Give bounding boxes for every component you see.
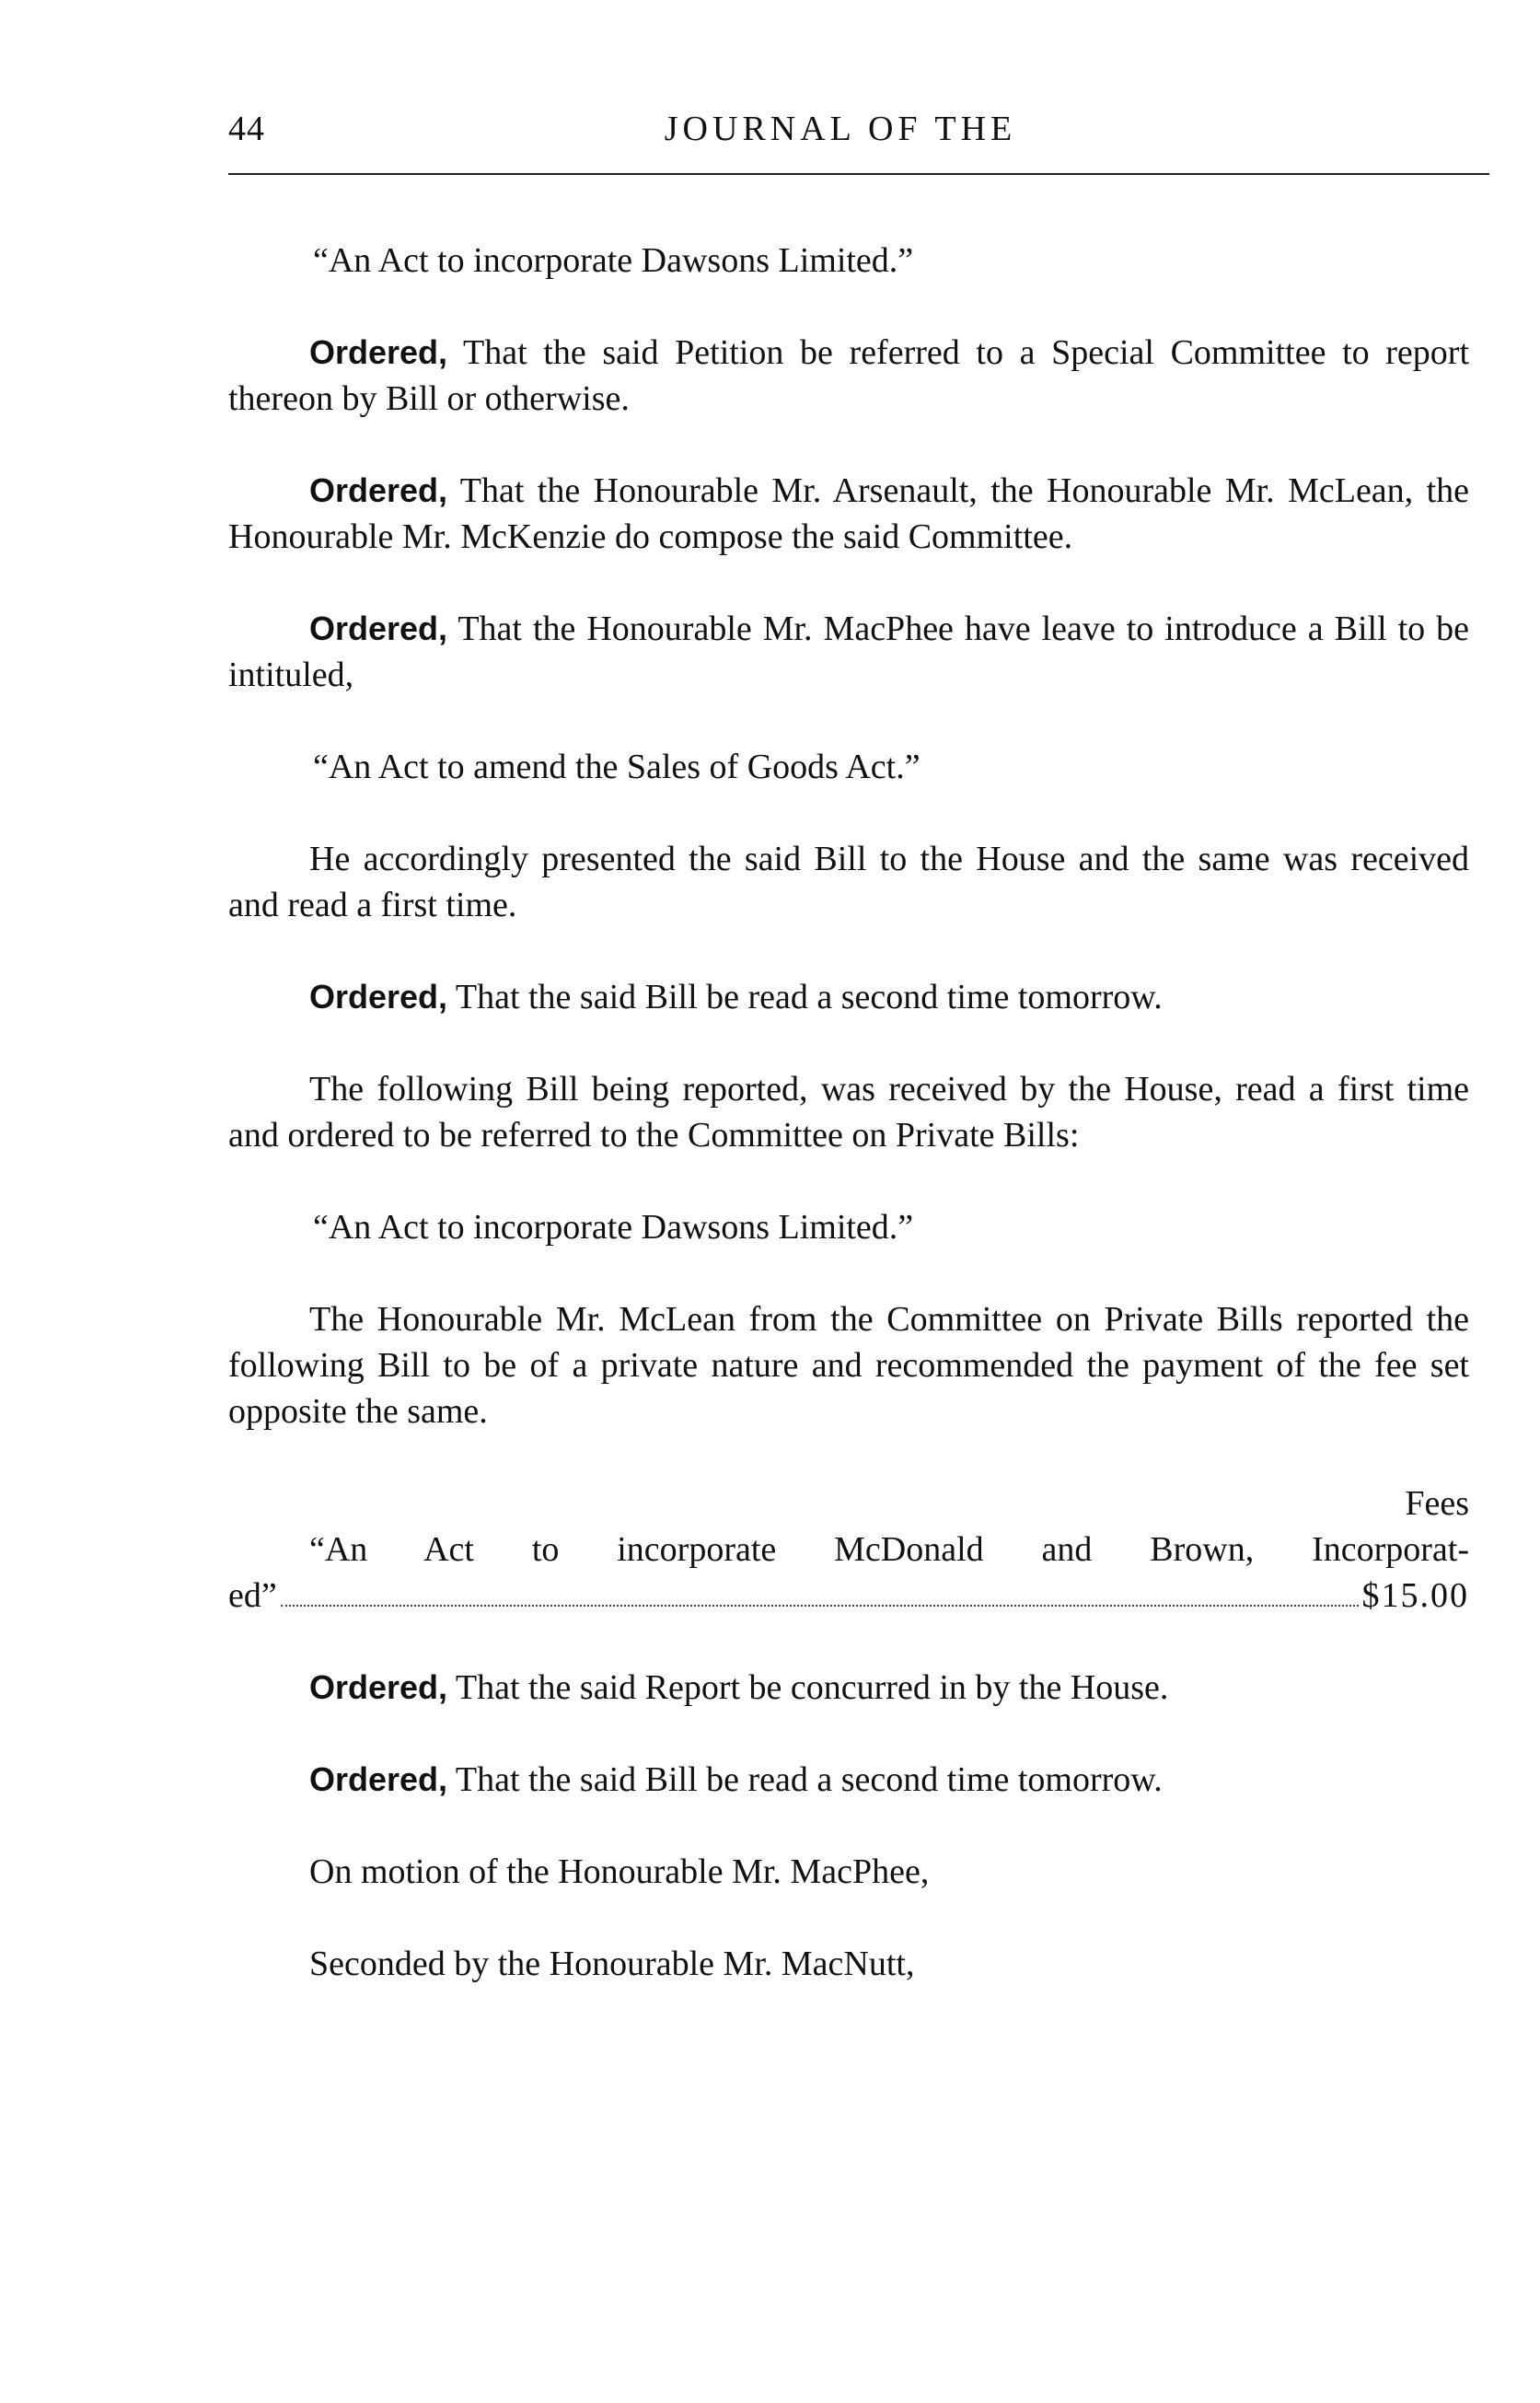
ordered-lead: Ordered, — [309, 471, 448, 509]
bill-title: “An Act to amend the Sales of Goods Act.” — [313, 748, 921, 786]
fee-bill-title: “An Act to incorporate McDonald and Brown, Incorporat- — [309, 1530, 1469, 1569]
paragraph: The following Bill being reported, was received by the House, read a first time and ordered to be referred to the Committee on Private Bills: — [228, 1070, 1469, 1155]
order-paragraph: Ordered, That the said Bill be read a second time tomorrow. — [309, 1760, 1163, 1799]
fee-amount: $15.00 — [1361, 1576, 1469, 1615]
page-number: 44 — [228, 110, 265, 148]
order-paragraph: Ordered, That the said Petition be referred to a Special Committee to report thereon by Bill or otherwise. — [228, 333, 1469, 418]
ordered-lead: Ordered, — [309, 978, 448, 1016]
paragraph: He accordingly presented the said Bill to the House and the same was received and read a first time. — [228, 840, 1469, 924]
order-paragraph: Ordered, That the said Bill be read a second time tomorrow. — [309, 978, 1163, 1016]
order-paragraph: Ordered, That the said Report be concurred in by the House. — [309, 1668, 1169, 1707]
running-title: JOURNAL OF THE — [664, 110, 1017, 148]
bill-title: “An Act to incorporate Dawsons Limited.” — [313, 241, 914, 280]
journal-body — [228, 238, 1469, 2033]
seconded-line: Seconded by the Honourable Mr. MacNutt, — [309, 1944, 915, 1983]
header-rule — [228, 173, 1489, 175]
fee-bill-title-end: ed” — [228, 1576, 277, 1615]
motion-line: On motion of the Honourable Mr. MacPhee, — [309, 1852, 930, 1891]
fees-label: Fees — [1405, 1484, 1469, 1523]
ordered-lead: Ordered, — [309, 1668, 448, 1706]
bill-title: “An Act to incorporate Dawsons Limited.” — [313, 1208, 914, 1247]
ordered-lead: Ordered, — [309, 1760, 448, 1798]
dot-leader — [281, 1605, 1359, 1607]
fee-line — [228, 1573, 1469, 1619]
order-paragraph: Ordered, That the Honourable Mr. MacPhee have leave to introduce a Bill to be intituled, — [228, 609, 1469, 694]
paragraph: The Honourable Mr. McLean from the Committee on Private Bills reported the following Bill to be of a private nature and recommended the payment of the fee set opposite the same. — [228, 1300, 1469, 1431]
page-header — [228, 109, 1453, 164]
order-paragraph: Ordered, That the Honourable Mr. Arsenault, the Honourable Mr. McLean, the Honourable Mr. McKenzie do compose the said Committee. — [228, 471, 1469, 556]
ordered-lead: Ordered, — [309, 609, 448, 647]
ordered-lead: Ordered, — [309, 333, 448, 371]
fees-block — [228, 1480, 1469, 1619]
